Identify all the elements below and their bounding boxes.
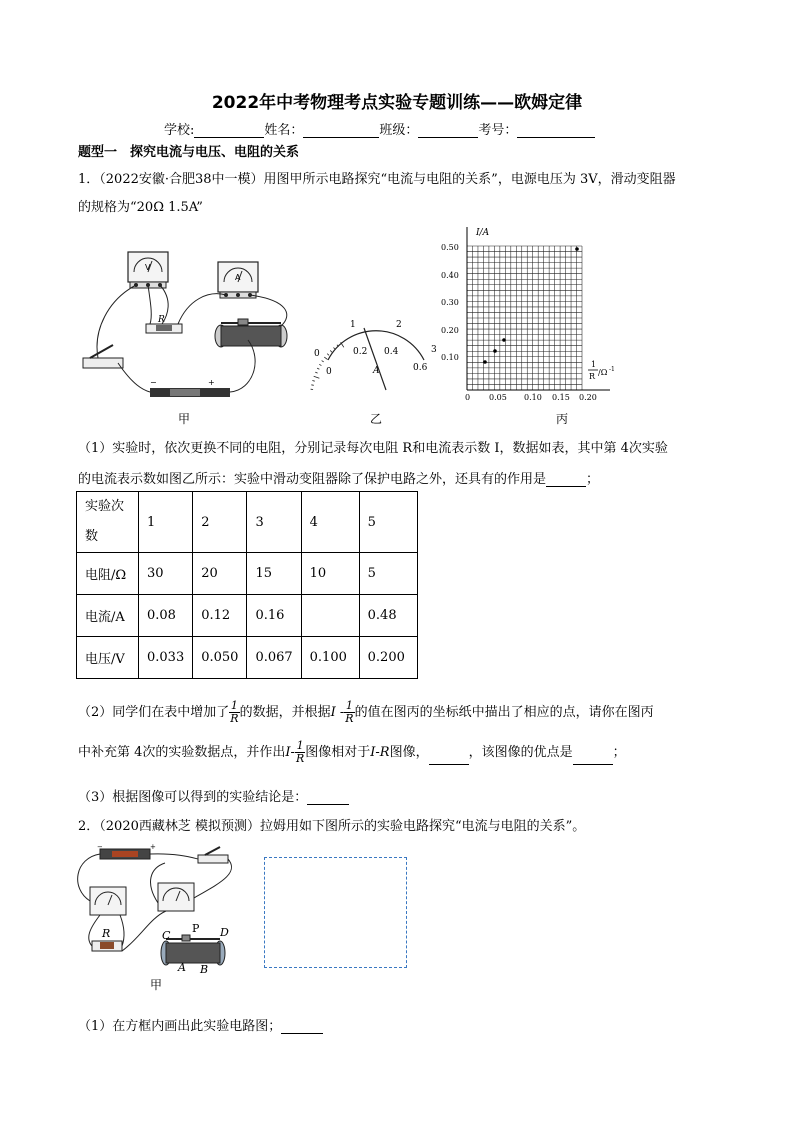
q1-part2-g: ，该图像的优点是 xyxy=(468,745,573,760)
q1-part2-b: 的数据，并根据 xyxy=(239,705,331,720)
q1-stem-line1: 1．（2022安徽·合肥38中一模）用图甲所示电路探究“电流与电阻的关系”，电源电压为 3V，滑动变阻器 xyxy=(78,172,676,187)
q1-part3 xyxy=(78,786,349,805)
dial-tick xyxy=(330,350,332,352)
dial-bottom-tick-3: 0.6 xyxy=(413,363,428,373)
table-cell: 0.033 xyxy=(139,637,193,679)
svg-text:R: R xyxy=(158,315,165,325)
data-table xyxy=(76,491,418,679)
dial-tick xyxy=(327,354,329,356)
grid-xtick-020: 0.20 xyxy=(579,393,597,402)
grid-xtick-005: 0.05 xyxy=(489,393,507,402)
page-title: 2022年中考物理考点实验专题训练——欧姆定律 xyxy=(211,93,583,113)
table-cell: 1 xyxy=(139,492,193,553)
ammeter-icon xyxy=(158,883,194,911)
q1-part2-d: 中补充第 4次的实验数据点，并作出 xyxy=(78,745,286,760)
table-row xyxy=(77,637,418,679)
q1-part2-blank1[interactable] xyxy=(429,751,469,765)
voltmeter-icon xyxy=(90,887,126,915)
table-row xyxy=(77,553,418,595)
table-cell: 5 xyxy=(359,492,417,553)
q1-part1-end: ； xyxy=(586,472,600,487)
grid-xunit-num: 1 xyxy=(591,360,597,369)
dial-unit: A xyxy=(373,366,380,376)
q1-part2-f: 图像， xyxy=(389,745,429,760)
table-cell: 2 xyxy=(193,492,247,553)
circuit-figure-jia xyxy=(78,230,303,405)
grid-ytick-040: 0.40 xyxy=(441,271,459,280)
grid-ytick-010: 0.10 xyxy=(441,353,459,362)
switch-icon xyxy=(83,345,123,368)
q2-part1-blank[interactable] xyxy=(281,1020,323,1034)
data-point-2 xyxy=(493,349,497,353)
grid-ytick-020: 0.20 xyxy=(441,326,459,335)
grid-xtick-010: 0.10 xyxy=(524,393,542,402)
q1-part2-h: ； xyxy=(612,745,626,760)
grid-ytick-030: 0.30 xyxy=(441,298,459,307)
dial-tick xyxy=(319,364,321,365)
fig-caption-q2: 甲 xyxy=(150,978,163,992)
dial-top-tick-1: 1 xyxy=(350,320,356,330)
svg-text:A: A xyxy=(235,273,241,282)
q1-part2-c: 的值在图丙的坐标纸中描出了相应的点，请你在图丙 xyxy=(354,705,654,720)
q1-part1-line2 xyxy=(78,468,599,487)
table-cell: 0.12 xyxy=(193,595,247,637)
table-cell: 实验次 数 xyxy=(77,492,139,553)
dial-tick xyxy=(317,368,319,369)
table-cell: 5 xyxy=(359,553,417,595)
table-cell: 15 xyxy=(247,553,301,595)
q1-part3-text: （3）根据图像可以得到的实验结论是： xyxy=(78,790,308,805)
q1-part2-e: 图像相对于 xyxy=(305,745,371,760)
fraction-1-over-r: $\frac{1}{R}$ xyxy=(345,699,354,725)
i-letter: I xyxy=(285,745,291,760)
dial-bottom-tick-0: 0 xyxy=(326,367,332,377)
name-blank[interactable] xyxy=(303,124,379,138)
dial-top-tick-0: 0 xyxy=(314,349,320,359)
q2-part1 xyxy=(78,1015,323,1034)
table-cell: 电阻/Ω xyxy=(77,553,139,595)
q2-part1-text: （1）在方框内画出此实验电路图； xyxy=(78,1019,282,1034)
q1-part2-a: （2）同学们在表中增加了 xyxy=(78,705,230,720)
coordinate-grid-figure xyxy=(440,222,615,402)
fig-caption-bing: 丙 xyxy=(555,412,568,426)
data-point-3 xyxy=(502,338,506,342)
grid-xunit-sup: -1 xyxy=(609,366,615,373)
q1-part2-line2: 中补充第 4次的实验数据点，并作出I- $\frac{1}{R}$ 图像相对于I-R图像， ，该图像的优点是 ； xyxy=(78,739,626,765)
voltmeter-icon xyxy=(128,252,168,288)
grid-xtick-015: 0.15 xyxy=(552,393,570,402)
ir-label: I-R xyxy=(370,745,390,760)
table-cell: 0.200 xyxy=(359,637,417,679)
name-label: 姓名： xyxy=(264,123,304,138)
circuit-figure-q2 xyxy=(70,843,245,993)
q2-stem: 2．（2020西藏林芝 模拟预测）拉姆用如下图所示的实验电路探究“电流与电阻的关系”。 xyxy=(78,819,586,834)
exam-no-label: 考号： xyxy=(478,123,518,138)
dial-needle xyxy=(364,328,386,390)
svg-text:+: + xyxy=(208,378,215,387)
school-label: 学校: xyxy=(164,123,195,138)
svg-text:+: + xyxy=(150,843,156,851)
dial-tick xyxy=(324,357,327,359)
data-point-5 xyxy=(575,247,579,251)
dial-top-tick-2: 2 xyxy=(396,320,402,330)
table-cell: 0.08 xyxy=(139,595,193,637)
label-r: R xyxy=(102,927,111,940)
section-heading: 题型一 探究电流与电压、电阻的关系 xyxy=(78,145,300,160)
q1-part3-blank[interactable] xyxy=(307,791,349,805)
label-c: C xyxy=(162,929,171,942)
school-blank[interactable] xyxy=(194,124,264,138)
i-dash: I - xyxy=(330,705,345,720)
grid-xunit-den: R xyxy=(589,372,596,381)
grid-xunit-suffix: /Ω xyxy=(598,368,608,377)
battery-icon xyxy=(150,378,230,397)
class-blank[interactable] xyxy=(418,124,478,138)
table-cell: 30 xyxy=(139,553,193,595)
svg-text:−: − xyxy=(150,378,157,387)
table-cell: 3 xyxy=(247,492,301,553)
dial-tick xyxy=(334,348,336,350)
rheostat-icon xyxy=(215,319,287,347)
table-cell: 0.050 xyxy=(193,637,247,679)
svg-text:V: V xyxy=(145,263,151,272)
label-a: A xyxy=(178,961,186,974)
dial-bottom-tick-2: 0.4 xyxy=(384,347,399,357)
ammeter-icon xyxy=(218,262,258,298)
dial-top-tick-3: 3 xyxy=(431,345,437,355)
fig-caption-jia: 甲 xyxy=(177,412,190,426)
exam-no-blank[interactable] xyxy=(517,124,595,138)
q1-part2-blank2[interactable] xyxy=(573,751,613,765)
table-row xyxy=(77,492,418,553)
dial-tick xyxy=(314,376,320,378)
class-label: 班级： xyxy=(379,123,419,138)
grid-ytick-050: 0.50 xyxy=(441,243,459,252)
switch-icon xyxy=(198,847,228,863)
dial-tick xyxy=(322,361,324,362)
q1-part1-blank[interactable] xyxy=(546,473,586,487)
battery-icon xyxy=(97,843,156,859)
drawing-box[interactable] xyxy=(264,857,407,968)
table-cell: 0.16 xyxy=(247,595,301,637)
grid-xtick-0: 0 xyxy=(465,393,471,402)
ammeter-dial-figure xyxy=(306,312,441,392)
fig-caption-yi: 乙 xyxy=(369,412,382,426)
label-b: B xyxy=(200,963,209,976)
table-cell: 10 xyxy=(301,553,359,595)
table-cell: 20 xyxy=(193,553,247,595)
table-cell xyxy=(301,595,359,637)
resistor-icon xyxy=(92,941,122,951)
q1-part1-text: 的电流表示数如图乙所示：实验中滑动变阻器除了保护电路之外，还具有的作用是 xyxy=(78,472,547,487)
fraction-1-over-r: $\frac{1}{R}$ xyxy=(295,739,305,765)
grid-ylabel: I/A xyxy=(476,228,490,238)
table-cell: 0.48 xyxy=(359,595,417,637)
info-line xyxy=(164,119,595,138)
label-p: P xyxy=(192,922,200,935)
fraction-1-over-r: $\frac{1}{R}$ xyxy=(230,699,239,725)
q1-part1-line1: （1）实验时，依次更换不同的电阻，分别记录每次电阻 R和电流表示数 I，数据如表，其中第 4次实验 xyxy=(78,441,668,456)
q1-part2-line1 xyxy=(78,700,654,725)
table-cell: 0.067 xyxy=(247,637,301,679)
svg-text:−: − xyxy=(97,843,103,851)
table-row xyxy=(77,595,418,637)
dial-bottom-tick-1: 0.2 xyxy=(353,347,368,357)
label-d: D xyxy=(220,926,229,939)
table-cell: 电流/A xyxy=(77,595,139,637)
table-cell: 0.100 xyxy=(301,637,359,679)
table-cell: 电压/V xyxy=(77,637,139,679)
rheostat-icon xyxy=(161,935,225,965)
table-cell: 4 xyxy=(301,492,359,553)
dial-tick xyxy=(312,381,314,382)
data-point-1 xyxy=(483,360,487,364)
dial-tick xyxy=(315,372,317,373)
q1-stem-line2: 的规格为“20Ω 1.5A” xyxy=(78,200,203,215)
